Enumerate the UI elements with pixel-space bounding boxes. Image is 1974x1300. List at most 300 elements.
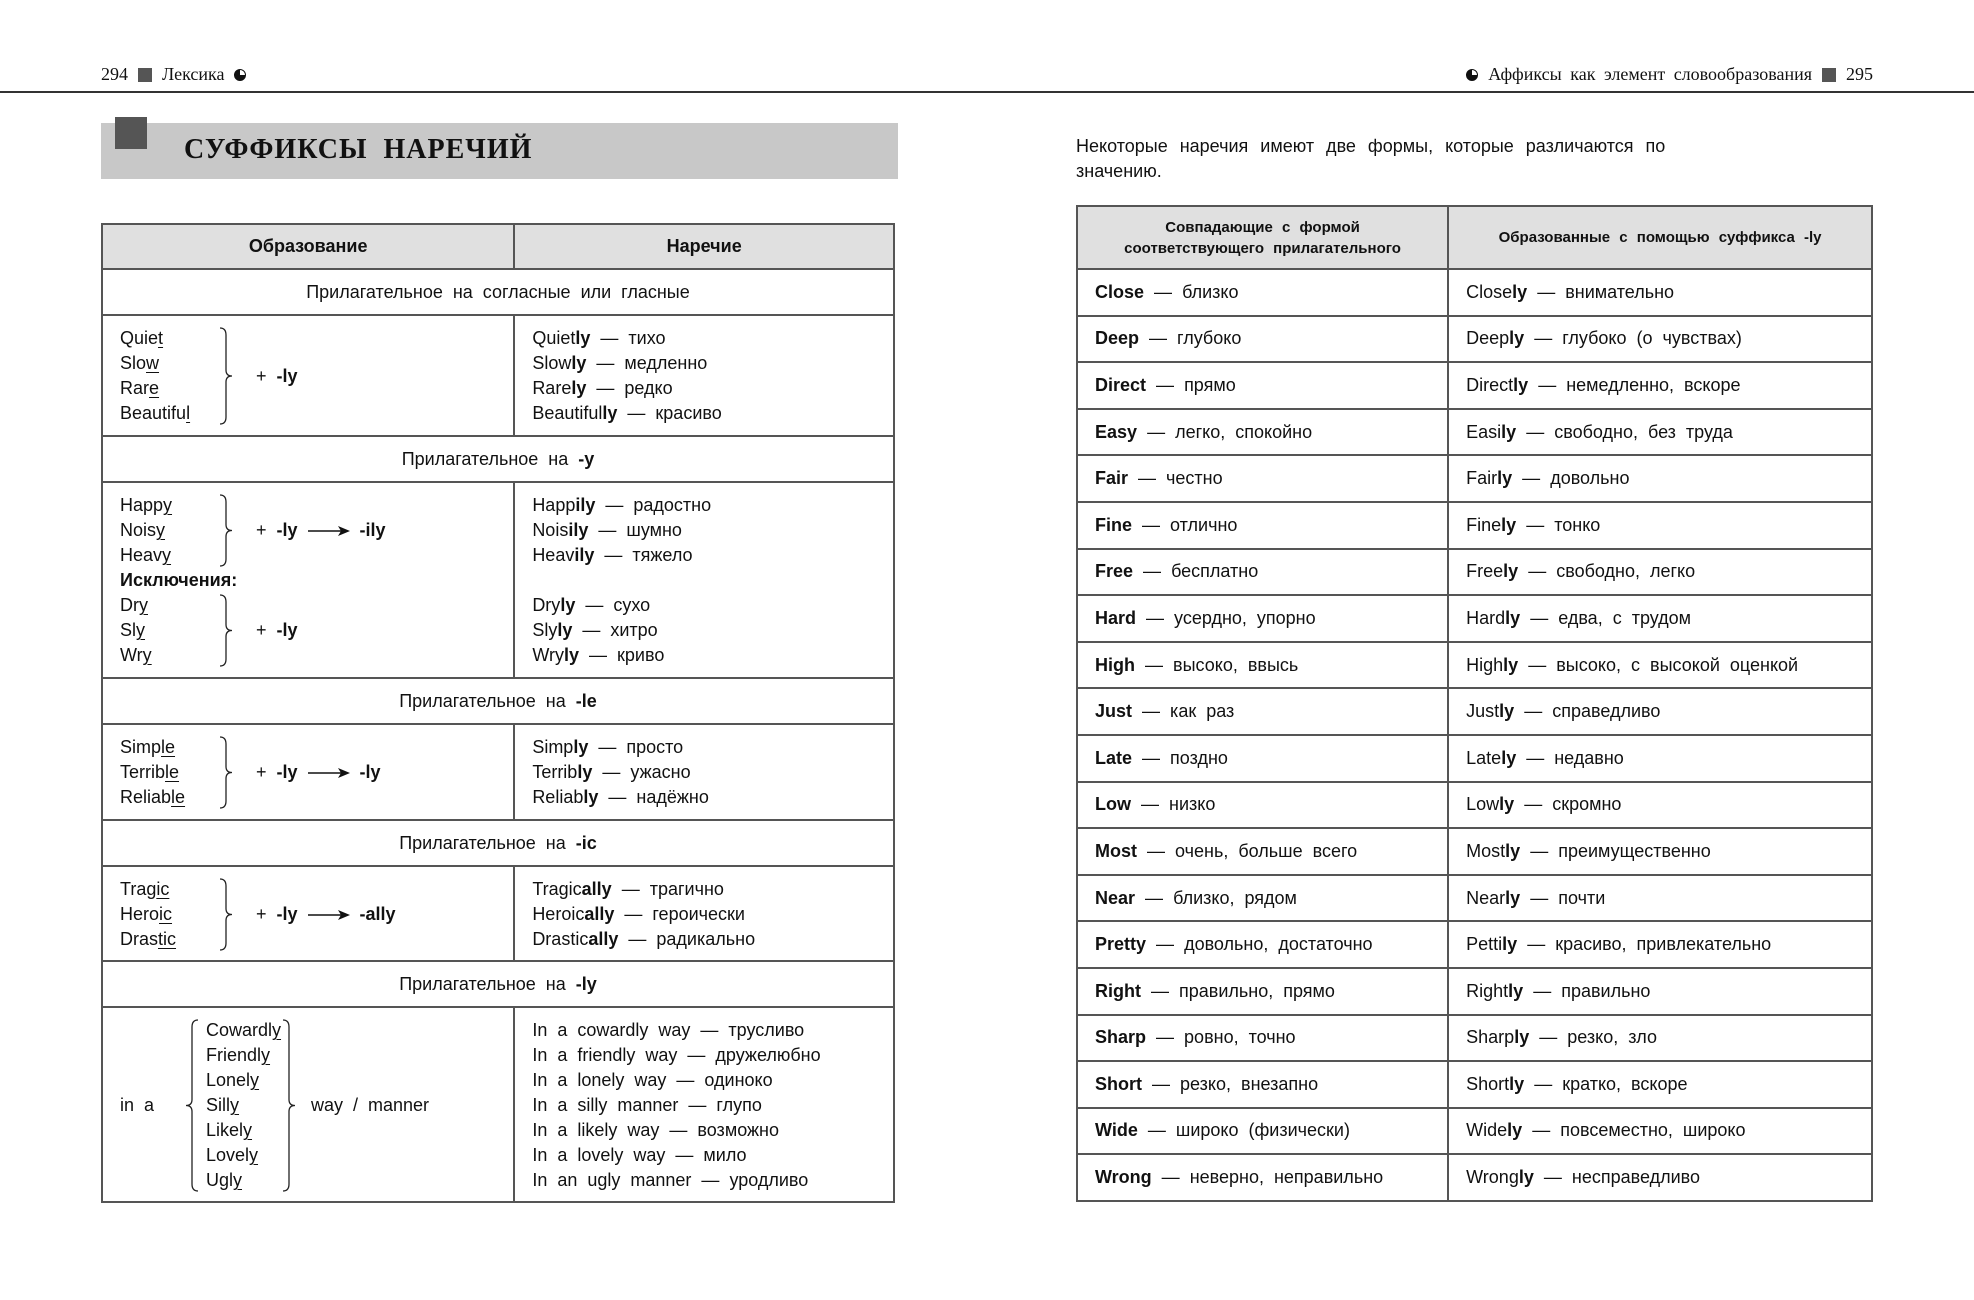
right-section-name: Аффиксы как элемент словообразования [1488,64,1812,84]
adjective-adverb: Hard [1095,607,1137,628]
section-row [102,820,894,866]
adjective-cell [1077,782,1448,829]
table-row [1077,316,1872,363]
adjective-adverb: Pretty [1095,934,1147,955]
suffix-formula [256,760,381,785]
adjective-cell [1077,1015,1448,1062]
ly-adverb-cell [1448,642,1872,689]
adverb-stem: Fair [1466,468,1498,489]
exceptions-label: Исключения: [120,570,238,590]
title-square-icon [115,117,147,149]
dash [617,403,627,423]
translation: ужасно [630,762,691,782]
ly-adverb-cell [1448,688,1872,735]
adjective-stem: Hero [120,904,160,924]
section-suffix: -le [575,690,597,711]
translation: близко, рядом [1173,887,1297,908]
plus-sign: + [256,520,267,540]
suffix-from: -ly [276,762,298,782]
adjective-stem: Wr [120,645,143,665]
adverb-suffix: ly [602,403,618,423]
underlined-ending: tic [158,929,177,949]
underlined-ending: y [250,1070,260,1090]
adjective [120,401,216,426]
adjective-adverb: Most [1095,840,1137,861]
adjective-adverb: Near [1095,887,1136,908]
ly-adverb-cell [1448,502,1872,549]
underlined-ending: ic [156,879,170,899]
adjective-adverb: Short [1095,1073,1142,1094]
spacer [618,328,628,348]
adverb-suffix: ly [575,328,591,348]
group-row [102,866,894,961]
phrase-line [532,1143,893,1168]
dash: — [600,328,619,348]
phrase: In a friendly way [532,1045,678,1065]
adverb-stem: Direct [1466,374,1514,395]
adjective-adverb: Fair [1095,468,1129,489]
adjective-stem: Heav [120,545,163,565]
right-brace-icon [216,735,236,810]
table-row [1077,828,1872,875]
translation: широко (физически) [1175,1120,1350,1141]
adverb-suffix: ly [571,378,587,398]
underlined-ending: le [171,787,186,807]
adjective-adverb: Low [1095,794,1131,815]
adjective [120,493,216,518]
dash [588,520,598,540]
underlined-ending: l [186,403,191,423]
group-row [102,724,894,820]
right-brace-icon [279,1018,299,1193]
adverb-stem: Most [1466,840,1506,861]
word-group [120,877,513,952]
section-label: Прилагательное на [401,448,569,469]
left-running-header [101,64,246,85]
translation: высоко, ввысь [1173,654,1299,675]
dash: — [1147,421,1166,442]
adverb-stem: Low [1466,794,1500,815]
adjective-cell [1077,316,1448,363]
adverb-suffix: ly [1497,468,1513,489]
dash: — [605,495,624,515]
adverb-line [532,760,893,785]
underlined-ending: y [156,520,166,540]
dash: — [1538,374,1557,395]
adjective-cell [1077,595,1448,642]
header-rule [0,91,1974,93]
adjective-stem: Sill [206,1095,231,1115]
adjective-stem: Beautifu [120,403,187,423]
adjective-adverb: Wide [1095,1120,1138,1141]
spacer [646,929,656,949]
left-section-name: Лексика [162,64,225,84]
blank-line [532,568,893,593]
dash: — [1149,328,1168,349]
adjective [120,643,216,668]
table-row [1077,642,1872,689]
adjective-stem: Sl [120,620,137,640]
right-brace-icon [216,493,236,568]
intro-paragraph: Некоторые наречия имеют две формы, которые различаются по значению. [1076,136,1666,181]
dash [594,545,604,565]
section-suffix: -ly [575,973,597,994]
table-row [1077,688,1872,735]
phrase: In an ugly manner [532,1170,692,1190]
translation: одиноко [704,1070,773,1090]
dash: — [1533,980,1552,1001]
dash: — [627,403,646,423]
dash [592,762,602,782]
section-suffix: -ic [575,832,597,853]
adjective-adverb: Right [1095,980,1141,1001]
left-page-number: 294 [101,64,128,84]
dash: — [1145,654,1164,675]
translation: криво [617,645,665,665]
translation: тяжело [632,545,693,565]
section-row [102,678,894,724]
dash: — [669,1120,688,1140]
adjective [120,543,216,568]
adverb-stem: Rare [532,378,572,398]
dash [586,378,596,398]
table-row [1077,968,1872,1015]
dash [572,620,582,640]
adverb-cell [514,724,894,820]
translation: резко, зло [1567,1027,1657,1048]
adverb-suffix: ly [1508,980,1524,1001]
formation-cell [102,1007,514,1202]
adjective-cell [1077,1061,1448,1108]
section-label: Прилагательное на [399,690,566,711]
dash: — [1156,1027,1175,1048]
dash: — [1156,934,1175,955]
adjective-stem: Dras [120,929,159,949]
word-list [120,326,216,426]
right-brace-icon [216,877,236,952]
table-row [1077,595,1872,642]
translation: красиво, привлекательно [1555,934,1772,955]
section-title [102,961,894,1007]
translation: глупо [716,1095,762,1115]
dash: — [688,1095,707,1115]
adverb-stem: Just [1466,701,1500,722]
arrow-right-icon [308,767,350,779]
translation: усердно, упорно [1174,607,1316,628]
adverb-line [532,543,893,568]
adjective-stem: Ugl [206,1170,234,1190]
dash: — [628,929,647,949]
column-header: Образованные с помощью суффикса -ly [1448,206,1872,269]
dash: — [1147,840,1166,861]
adjective-adverb: Fine [1095,514,1133,535]
right-brace-icon [216,326,236,426]
dash [598,787,608,807]
adjective [206,1043,279,1068]
adjective-stem: Slo [120,353,147,373]
adjective-cell [1077,921,1448,968]
column-header: Образование [102,224,514,269]
word-group [120,326,513,426]
adverb-line [532,618,893,643]
section-label: Прилагательное на [399,832,566,853]
adjective-cell [1077,362,1448,409]
adverb-suffix: ally [584,904,615,924]
adverb-suffix: ly [1503,561,1519,582]
translation: внимательно [1565,281,1675,302]
adverb-suffix: ally [581,879,612,899]
ly-adverb-cell [1448,921,1872,968]
right-brace-icon [216,593,236,668]
right-page-number: 295 [1846,64,1873,84]
ly-adverb-cell [1448,1108,1872,1155]
phrase: In a lonely way [532,1070,667,1090]
underlined-ending: le [161,737,176,757]
page-title: СУФФИКСЫ НАРЕЧИЙ [184,134,533,165]
ly-adverb-cell [1448,455,1872,502]
adjective-stem: Rar [120,378,150,398]
table-row [1077,455,1872,502]
dash: — [1146,607,1165,628]
spacer [607,645,617,665]
adverb-suffix: ly [577,762,593,782]
dash: — [1147,1120,1166,1141]
translation: недавно [1554,747,1624,768]
translation: медленно [624,353,708,373]
adverb-suffix: ly [1509,1073,1525,1094]
adverb-suffix: ly [1518,1167,1534,1188]
underlined-ending: y [230,1095,240,1115]
adverb-suffix: ly [1512,281,1528,302]
adverb-cell [514,482,894,678]
translation: героически [652,904,745,924]
section-row [102,436,894,482]
phrase-line [532,1168,893,1193]
adverb-suffix: ly [1501,421,1517,442]
section-label: Прилагательное на [399,973,566,994]
word-group [120,493,513,568]
translation: легко, спокойно [1175,421,1313,442]
ly-adverb-cell [1448,362,1872,409]
dash: — [585,595,604,615]
arrow-right-icon [308,525,350,537]
table-row [1077,875,1872,922]
adjective-cell [1077,549,1448,596]
dash: — [1143,561,1162,582]
adverb-suffix: ly [1509,328,1525,349]
adverb-stem: Right [1466,980,1509,1001]
translation: немедленно, вскоре [1566,374,1741,395]
dash [575,595,585,615]
adjective [120,877,216,902]
adjective-cell [1077,269,1448,316]
spacer [614,353,624,373]
phrase: In a lovely way [532,1145,666,1165]
translation: честно [1166,468,1223,489]
adverb-line [532,326,893,351]
dash: — [676,1070,695,1090]
formation-cell [102,315,514,436]
ly-adverb-cell [1448,782,1872,829]
translation: довольно, достаточно [1184,934,1373,955]
suffix-to: -ily [359,520,386,540]
left-brace-icon [182,1018,202,1193]
adjective-cell [1077,1154,1448,1201]
adjective-stem: Cowardl [206,1020,273,1040]
adjective-adverb: Deep [1095,328,1140,349]
ly-adverb-cell [1448,1015,1872,1062]
translation: красиво [655,403,722,423]
translation: просто [626,737,684,757]
section-title [102,678,894,724]
dash: — [1524,794,1543,815]
dash: — [1539,1027,1558,1048]
translation: едва, с трудом [1558,607,1692,628]
ly-adverb-cell [1448,1154,1872,1201]
suffix-formula [256,364,298,389]
adverb-suffix: ly [1507,1120,1523,1141]
table-row [1077,1108,1872,1155]
adjective-cell [1077,409,1448,456]
translation: возможно [697,1120,779,1140]
adverb-stem: Slow [532,353,572,373]
spacer [616,737,626,757]
adjective [120,593,216,618]
translation: преимущественно [1558,840,1711,861]
dash: — [1528,654,1547,675]
adjective-cell [1077,455,1448,502]
dash: — [675,1145,694,1165]
dash: — [1138,468,1157,489]
adjective-adverb: Close [1095,281,1145,302]
adjective-stem: Trag [120,879,157,899]
adjective-stem: Simp [120,737,162,757]
underlined-ending: y [139,595,148,615]
underlined-ending: t [158,328,164,348]
spacer [616,520,626,540]
square-bullet-icon [1822,68,1836,82]
dash: — [1532,1120,1551,1141]
adverb-stem: Heroic [532,904,585,924]
adverb-suffix: ly [1499,701,1515,722]
dash: — [621,879,640,899]
adverb-stem: Petti [1466,934,1503,955]
section-title [102,820,894,866]
adverb-suffix: ally [588,929,619,949]
adverb-suffix: ily [575,495,596,515]
adjective-stem: Quie [120,328,159,348]
adverb-suffix: ly [1499,794,1515,815]
adverb-stem: Heav [532,545,575,565]
suffix-formula [256,902,396,927]
dash: — [598,737,617,757]
adverb-line [532,877,893,902]
underlined-ending: y [261,1045,271,1065]
pie-icon [234,69,246,81]
suffix-formula [256,518,386,543]
adjective-cell [1077,688,1448,735]
dash: — [596,353,615,373]
adjective [206,1018,282,1043]
underlined-ending: y [162,545,172,565]
translation: прямо [1184,374,1236,395]
translation: неверно, неправильно [1189,1167,1384,1188]
dash: — [1526,421,1545,442]
adverb-suffix: ily [574,545,595,565]
suffix-from: -ly [276,620,298,640]
adjective [206,1118,279,1143]
dash: — [701,1170,720,1190]
suffix-to: -ally [359,904,396,924]
adverb-stem: Close [1466,281,1513,302]
dash: — [1528,561,1547,582]
table-row [1077,735,1872,782]
adverb-stem: Fine [1466,514,1502,535]
adjective [206,1068,279,1093]
ly-adverb-cell [1448,595,1872,642]
underlined-ending: y [272,1020,282,1040]
dash [595,495,605,515]
adverb-cell [514,315,894,436]
translation: очень, больше всего [1175,840,1358,861]
column-header: Наречие [514,224,894,269]
suffix-formula [256,618,298,643]
translation: повсеместно, широко [1560,1120,1746,1141]
dash [586,353,596,373]
phrase: In a silly manner [532,1095,679,1115]
adverb-stem: Sharp [1466,1027,1515,1048]
dash: — [1145,887,1164,908]
translation: радикально [656,929,756,949]
dash: — [608,787,627,807]
dash [618,929,628,949]
dash: — [1142,747,1161,768]
adverb-cell [514,866,894,961]
adverb-stem: Free [1466,561,1504,582]
suffix-from: -ly [276,520,298,540]
translation: радостно [633,495,712,515]
header-row [102,224,894,269]
dash: — [1530,840,1549,861]
table-row [1077,1015,1872,1062]
section-label: Прилагательное на согласные или гласные [306,281,690,302]
formation-cell [102,482,514,678]
adverb-suffix: ly [583,787,599,807]
dash: — [1152,1073,1171,1094]
translation: почти [1558,887,1606,908]
ly-adverb-cell [1448,316,1872,363]
underlined-ending: y [136,620,146,640]
adjective [120,735,216,760]
adverb-stem: Deep [1466,328,1510,349]
dash: — [1141,794,1160,815]
translation: уродливо [729,1170,809,1190]
phrase-group [120,1018,513,1193]
adverb-stem: Nois [532,520,569,540]
adjective [120,518,216,543]
adjective-adverb: Wrong [1095,1167,1152,1188]
adverb-stem: Hard [1466,607,1506,628]
translation: надёжно [636,787,709,807]
table-row [1077,502,1872,549]
plus-sign: + [256,365,267,386]
adverb-suffix: ly [557,620,573,640]
spacer [626,787,636,807]
word-group [120,593,513,668]
formation-cell [102,724,514,820]
underlined-ending: ic [159,904,173,924]
adjective [120,351,216,376]
